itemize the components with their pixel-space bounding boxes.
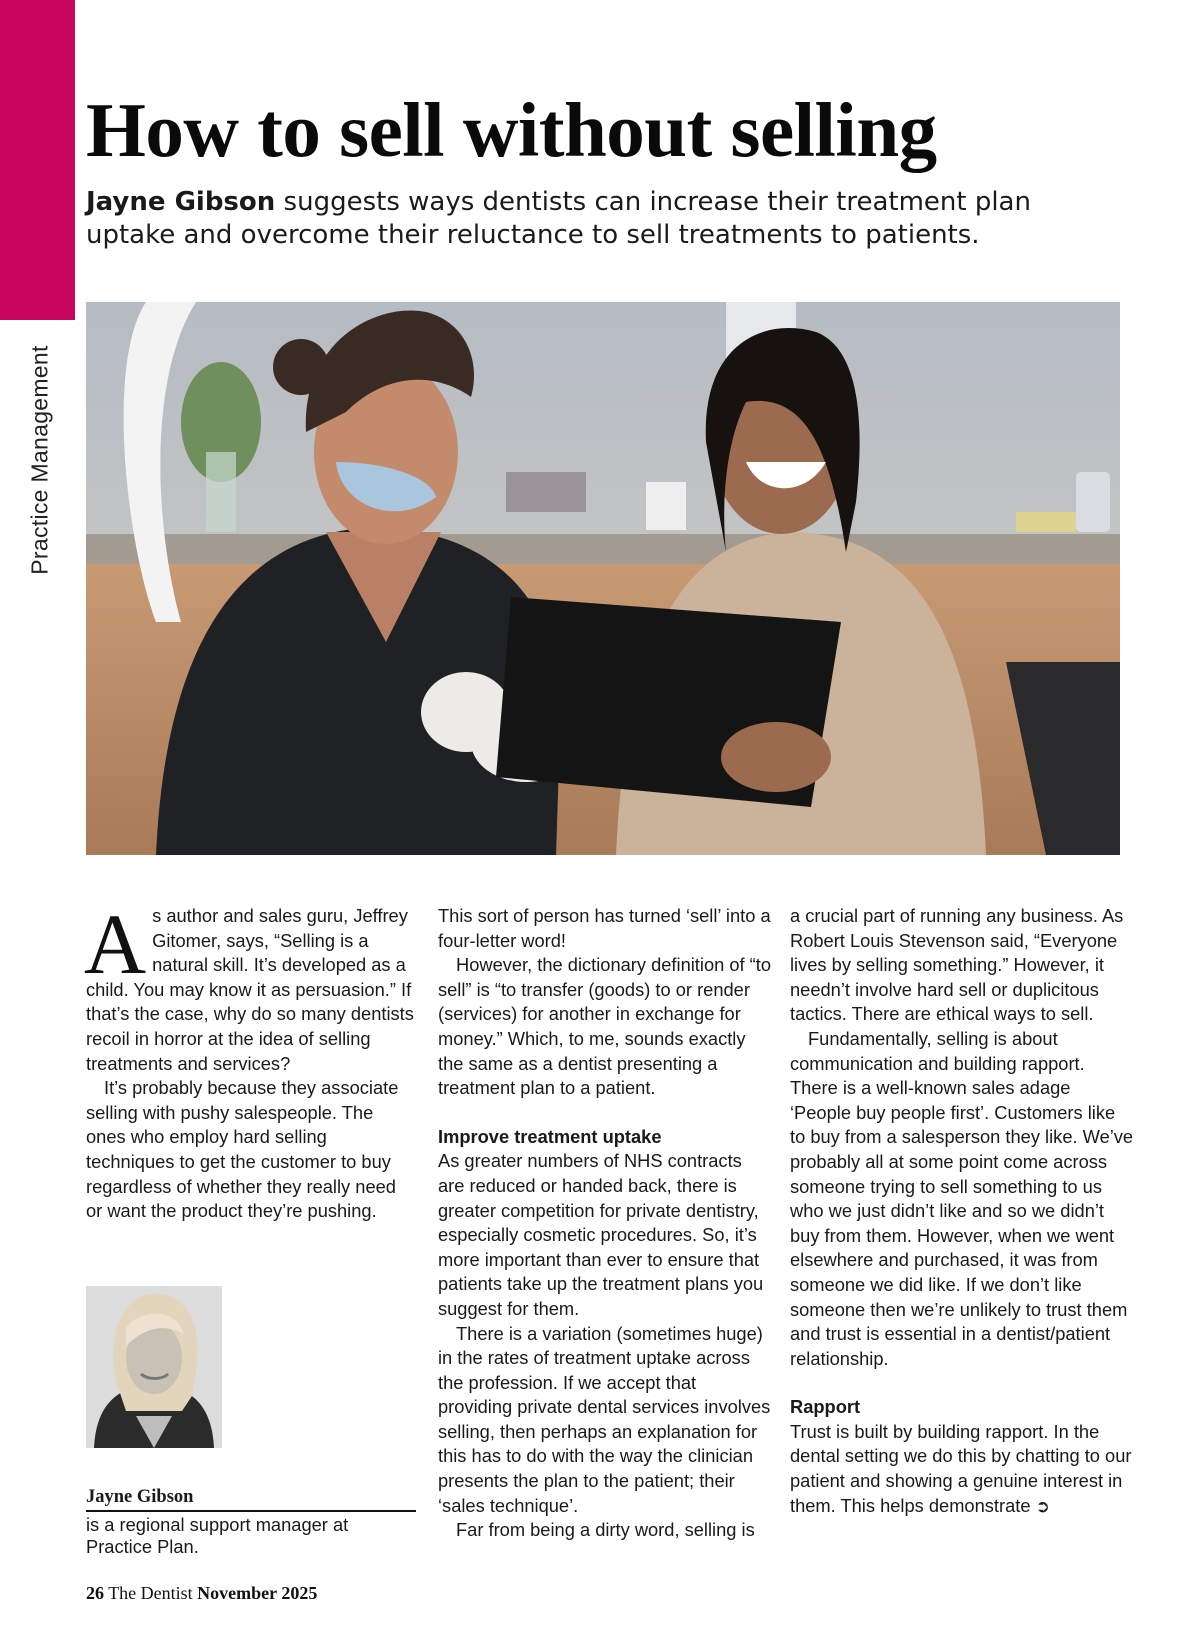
author-photo (86, 1286, 222, 1448)
paragraph-text: Trust is built by building rapport. In the dental setting we do this by chatting to our patient and showing a genuine interest in them. This helps demonstrate (790, 1420, 1132, 1516)
paragraph: Fundamentally, selling is about communication and building rapport. There is a well-known sales adage ‘People buy people first’. Customers like to buy from a salesperson they like. We’ve probably all at some point come across someone trying to sell something to us who we just didn’t like and so we didn’t buy from them. However, when we went elsewhere and purchased, it was from someone we did like. If we don’t like someone then we’re unlikely to trust them and trust is essential in a dentist/patient relationship. (790, 1027, 1134, 1369)
section-accent-bar (0, 0, 75, 320)
article-column-3 (790, 904, 1135, 1519)
paragraph-text: s author and sales guru, Jeffrey Gitomer, says, “Selling is a natural skill. It’s developed as a child. You may know it as persuasion.” If that’s the case, why do so many dentists recoil in horror at the idea of selling treatments and services? (86, 905, 414, 1074)
standfirst-author: Jayne Gibson (86, 187, 276, 217)
section-label: Practice Management (26, 345, 53, 575)
hero-photo (86, 302, 1120, 855)
article-column-1 (84, 896, 416, 1224)
paragraph: Far from being a dirty word, selling is (456, 1519, 755, 1541)
author-portrait (86, 1286, 222, 1448)
paragraph: As greater numbers of NHS contracts are reduced or handed back, there is greater competition for private dentistry, especially cosmetic procedures. So, it’s more important than ever to ensure that patients take up the treatment plans you suggest for them. (438, 1150, 764, 1319)
page-title: How to sell without selling (86, 87, 937, 173)
paragraph (790, 1420, 1135, 1519)
author-box (86, 1486, 416, 1558)
subheading: Rapport (790, 1396, 861, 1418)
drop-cap: A (84, 896, 147, 992)
author-name: Jayne Gibson (86, 1486, 416, 1512)
standfirst (86, 186, 1096, 252)
paragraph (84, 896, 416, 1076)
page-footer (86, 1583, 317, 1604)
paragraph: However, the dictionary definition of “to sell” is “to transfer (goods) to or render (services) for another in exchange for money.” Which, to me, sounds exactly the same as a dentist presenting a treatment plan to a patient. (438, 954, 772, 1099)
subheading: Improve treatment uptake (438, 1125, 662, 1147)
paragraph: a crucial part of running any business. As Robert Louis Stevenson said, “Everyone lives by selling something.” However, it needn’t involve hard sell or duplicitous tactics. There are ethical ways to sell. (790, 905, 1124, 1025)
standfirst-text: suggests ways dentists can increase their treatment plan uptake and overcome their reluctance to sell treatments to patients. (86, 187, 1031, 250)
issue-date: November 2025 (197, 1583, 318, 1603)
paragraph: There is a variation (sometimes huge) in the rates of treatment uptake across the profession. If we accept that providing private dental services involves selling, then perhaps an explanation for this has to do with the way the clinician presents the plan to the patient; their ‘sales technique’. (438, 1322, 771, 1516)
article-column-2 (438, 904, 773, 1543)
page-number: 26 (86, 1583, 104, 1603)
magazine-name: The Dentist (108, 1583, 193, 1603)
paragraph: It’s probably because they associate selling with pushy salespeople. The ones who employ hard selling techniques to get the customer to buy regardless of whether they really need or want the product they’re pushing. (86, 1077, 399, 1222)
dentist-patient-illustration (86, 302, 1120, 855)
continue-arrow-icon: ➲ (1035, 1496, 1050, 1517)
paragraph: This sort of person has turned ‘sell’ into a four-letter word! (438, 905, 771, 951)
author-bio: is a regional support manager at Practice Plan. (86, 1514, 349, 1557)
